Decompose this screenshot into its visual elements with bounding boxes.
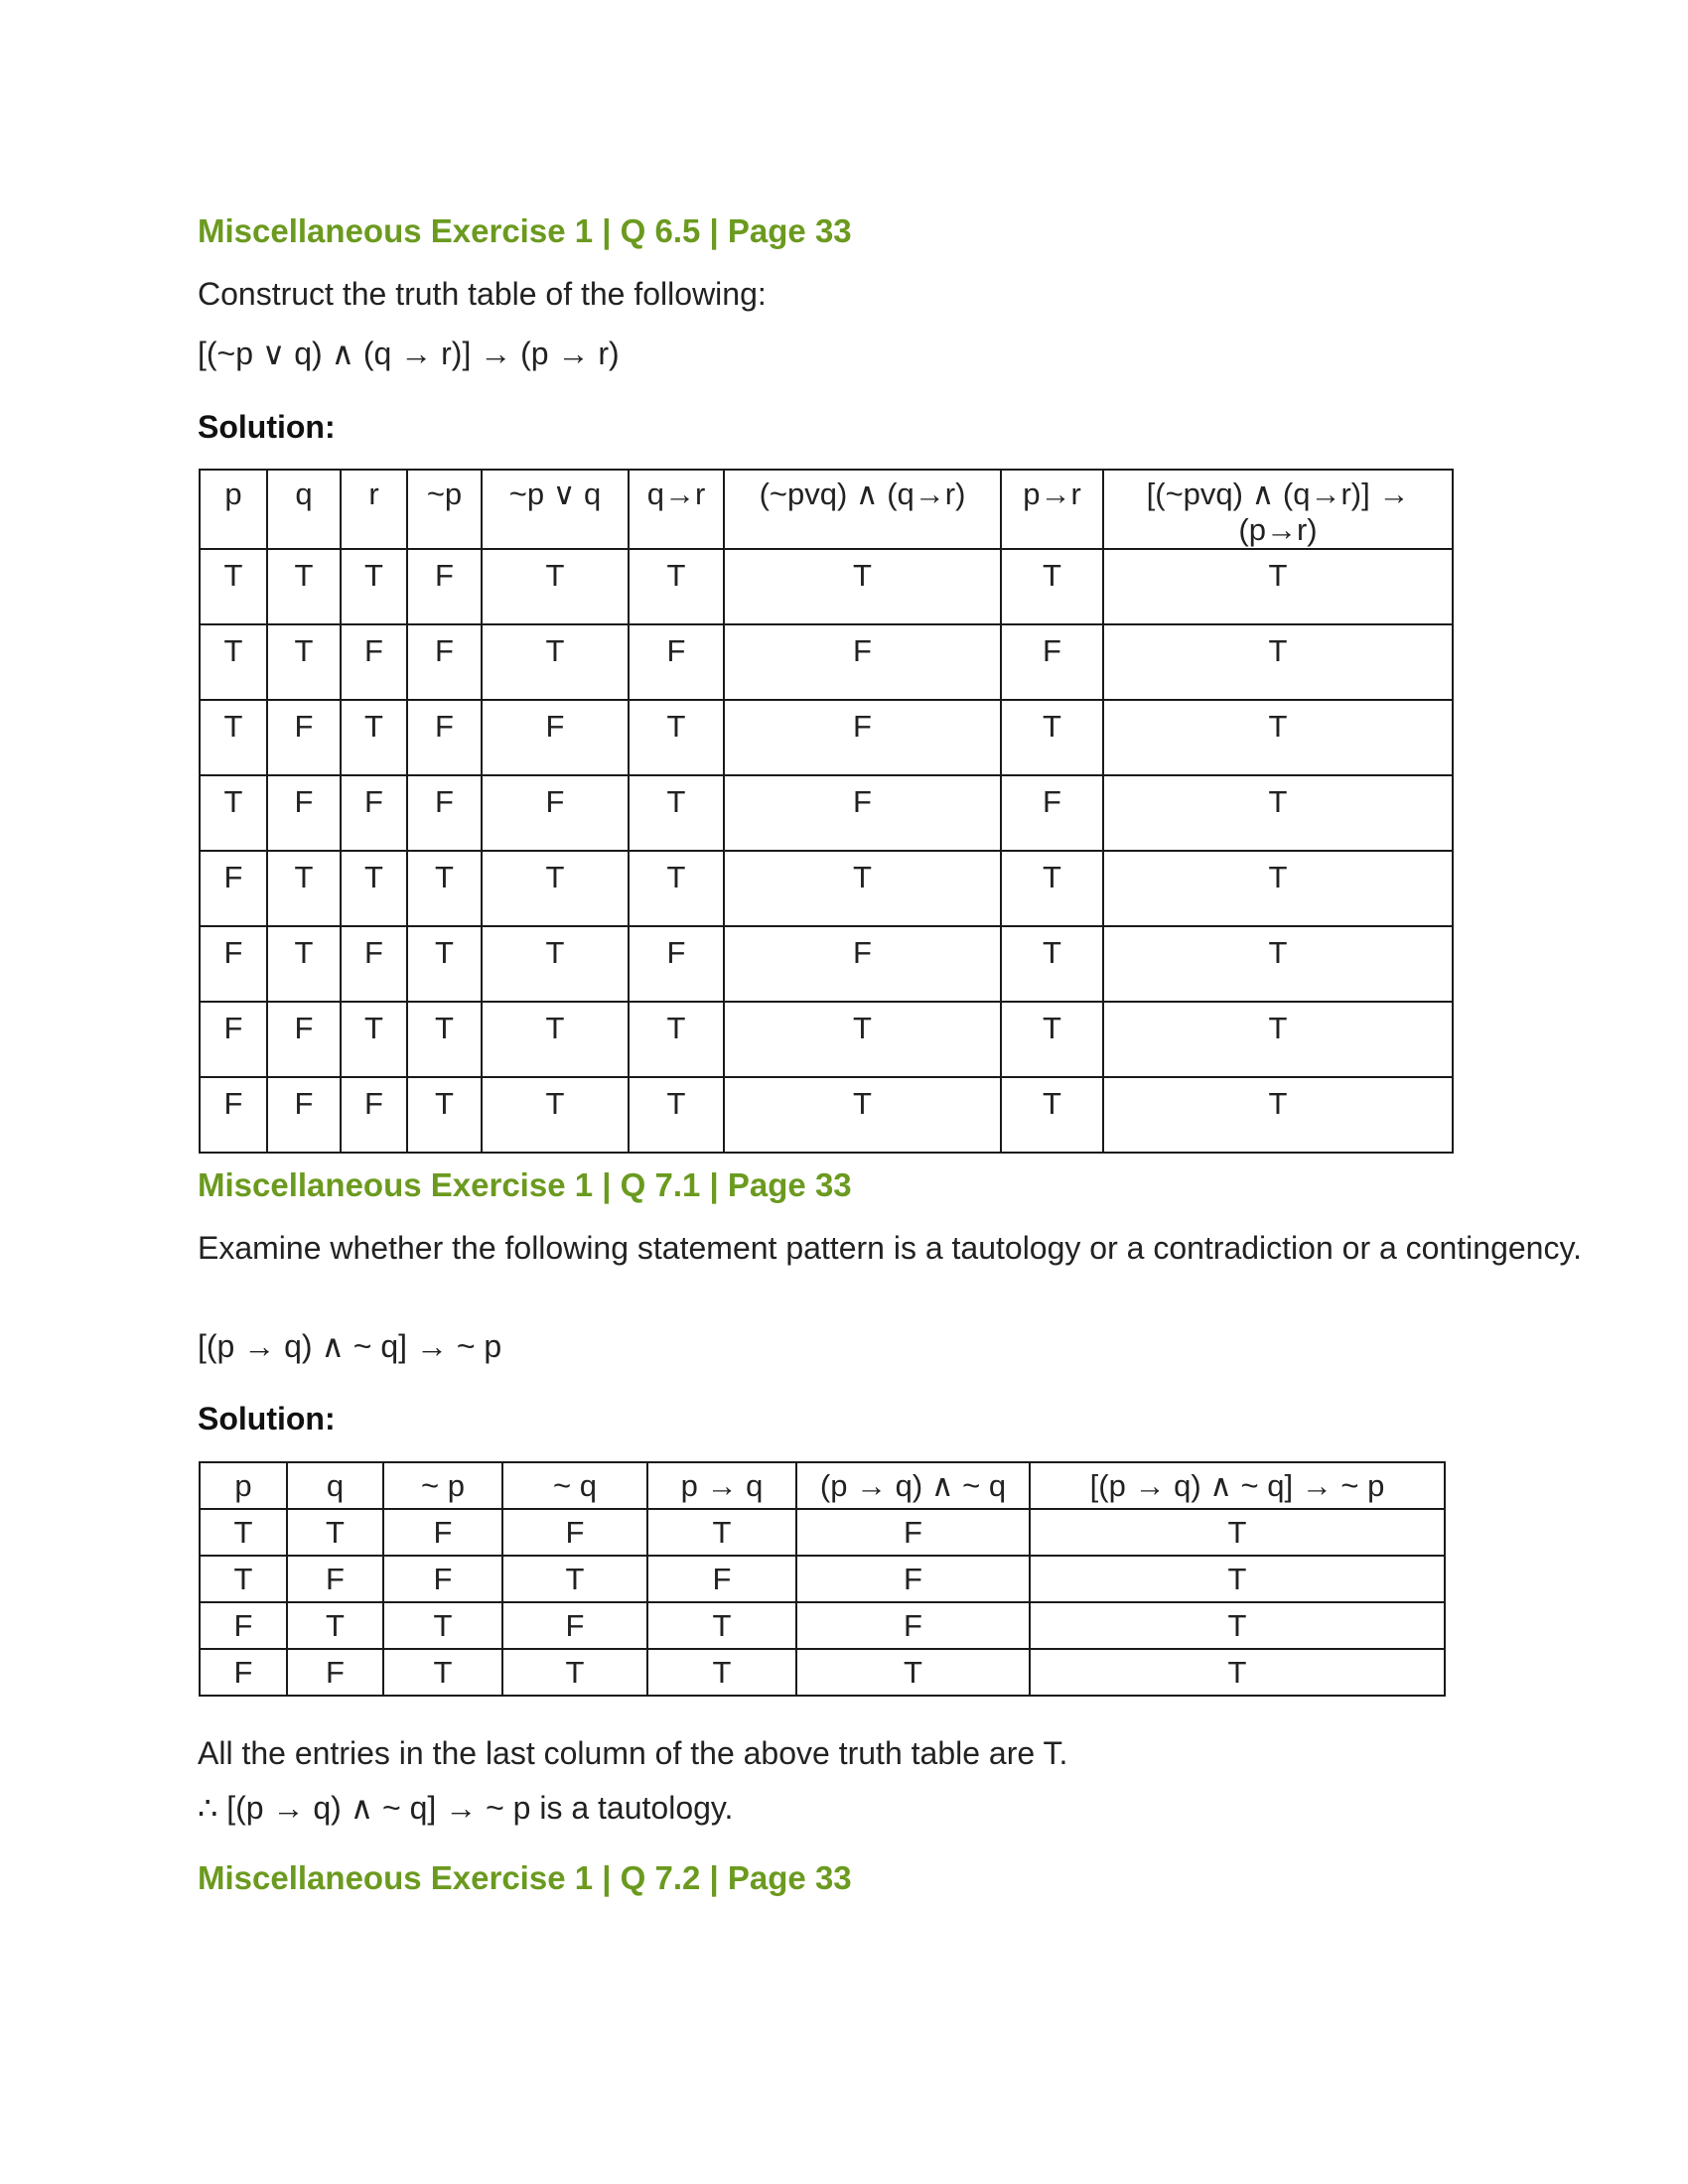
table-row [200, 1002, 1453, 1077]
column-header: p [200, 1462, 287, 1509]
table-cell: T [267, 851, 341, 926]
column-header: r [341, 470, 407, 549]
table-cell: T [1030, 1556, 1445, 1602]
table-cell: T [629, 1002, 724, 1077]
table-cell: T [1103, 851, 1453, 926]
table-cell: T [407, 1002, 482, 1077]
table-cell: T [1103, 549, 1453, 624]
column-header: p → q [647, 1462, 796, 1509]
table-cell: T [1030, 1649, 1445, 1696]
table-cell: T [407, 851, 482, 926]
table-header-row [200, 1462, 1445, 1509]
q72-heading: Miscellaneous Exercise 1 | Q 7.2 | Page 33 [198, 1859, 852, 1896]
q65-solution-label: Solution: [198, 409, 336, 445]
table-cell: F [383, 1509, 502, 1556]
column-header: ~p ∨ q [482, 470, 629, 549]
table-cell: T [1103, 624, 1453, 700]
table-cell: T [200, 1556, 287, 1602]
table-cell: T [724, 851, 1001, 926]
table-cell: T [200, 624, 267, 700]
table-cell: T [267, 624, 341, 700]
table-header-row [200, 470, 1453, 549]
table-cell: F [647, 1556, 796, 1602]
table-cell: F [200, 1649, 287, 1696]
truth-table-q65 [199, 469, 1454, 1154]
table-cell: T [1103, 1077, 1453, 1153]
table-cell: F [407, 624, 482, 700]
table-cell: T [502, 1556, 647, 1602]
table-cell: T [200, 1509, 287, 1556]
table-cell: F [482, 700, 629, 775]
table-cell: T [1103, 926, 1453, 1002]
q71-heading: Miscellaneous Exercise 1 | Q 7.1 | Page 33 [198, 1166, 852, 1203]
table-cell: F [407, 700, 482, 775]
column-header: ~ q [502, 1462, 647, 1509]
table-cell: T [796, 1649, 1030, 1696]
q65-question: Construct the truth table of the following: [198, 276, 767, 312]
table-cell: T [629, 549, 724, 624]
table-cell: T [341, 549, 407, 624]
table-cell: F [629, 624, 724, 700]
table-cell: T [724, 549, 1001, 624]
table-cell: F [200, 1077, 267, 1153]
table-cell: T [629, 1077, 724, 1153]
table-cell: T [407, 926, 482, 1002]
table-row [200, 1649, 1445, 1696]
q71-question: Examine whether the following statement pattern is a tautology or a contradiction or a contingency. [198, 1230, 1582, 1266]
table-cell: F [200, 1002, 267, 1077]
table-cell: F [796, 1509, 1030, 1556]
table-cell: T [724, 1002, 1001, 1077]
table-cell: T [1001, 1077, 1103, 1153]
column-header: [(p → q) ∧ ~ q] → ~ p [1030, 1462, 1445, 1509]
table-cell: F [796, 1556, 1030, 1602]
table-cell: T [482, 549, 629, 624]
table-cell: T [200, 700, 267, 775]
table-row [200, 926, 1453, 1002]
table-cell: T [629, 775, 724, 851]
table-cell: F [200, 926, 267, 1002]
table-row [200, 1556, 1445, 1602]
column-header: (p → q) ∧ ~ q [796, 1462, 1030, 1509]
table-cell: F [287, 1649, 383, 1696]
table-cell: T [200, 549, 267, 624]
table-cell: F [341, 926, 407, 1002]
table-cell: T [482, 1002, 629, 1077]
table-cell: T [1001, 700, 1103, 775]
table-cell: T [724, 1077, 1001, 1153]
table-cell: T [341, 851, 407, 926]
table-cell: F [341, 775, 407, 851]
table-cell: F [1001, 775, 1103, 851]
table-cell: F [502, 1509, 647, 1556]
column-header: (~pvq) ∧ (q→r) [724, 470, 1001, 549]
column-header: [(~pvq) ∧ (q→r)] → (p→r) [1103, 470, 1453, 549]
table-row [200, 1509, 1445, 1556]
table-cell: T [407, 1077, 482, 1153]
table-cell: T [383, 1649, 502, 1696]
table-cell: T [267, 549, 341, 624]
table-cell: T [383, 1602, 502, 1649]
table-row [200, 700, 1453, 775]
table-cell: T [341, 1002, 407, 1077]
table-cell: F [1001, 624, 1103, 700]
table-cell: F [341, 624, 407, 700]
table-cell: T [482, 1077, 629, 1153]
table-cell: F [267, 775, 341, 851]
column-header: ~p [407, 470, 482, 549]
table-cell: T [341, 700, 407, 775]
table-cell: F [407, 775, 482, 851]
table-cell: T [502, 1649, 647, 1696]
q71-expression: [(p → q) ∧ ~ q] → ~ p [198, 1328, 502, 1364]
table-cell: T [1001, 926, 1103, 1002]
table-cell: F [482, 775, 629, 851]
table-cell: F [267, 700, 341, 775]
table-cell: F [502, 1602, 647, 1649]
truth-table-q71 [199, 1461, 1446, 1697]
table-cell: T [1103, 775, 1453, 851]
q65-heading: Miscellaneous Exercise 1 | Q 6.5 | Page 33 [198, 212, 852, 249]
table-cell: T [1001, 1002, 1103, 1077]
table-cell: F [407, 549, 482, 624]
table-cell: T [1030, 1509, 1445, 1556]
table-cell: F [796, 1602, 1030, 1649]
table-cell: F [341, 1077, 407, 1153]
table-row [200, 1077, 1453, 1153]
table-cell: T [482, 851, 629, 926]
column-header: q→r [629, 470, 724, 549]
table-cell: T [200, 775, 267, 851]
table-cell: T [1103, 1002, 1453, 1077]
table-cell: F [200, 1602, 287, 1649]
table-cell: F [724, 926, 1001, 1002]
table-row [200, 775, 1453, 851]
table-cell: T [1001, 851, 1103, 926]
table-cell: T [629, 700, 724, 775]
table-cell: T [647, 1509, 796, 1556]
table-cell: T [287, 1509, 383, 1556]
table-cell: T [482, 624, 629, 700]
table-cell: T [629, 851, 724, 926]
table-row [200, 1602, 1445, 1649]
column-header: p→r [1001, 470, 1103, 549]
table-row [200, 851, 1453, 926]
table-cell: T [1030, 1602, 1445, 1649]
table-cell: T [482, 926, 629, 1002]
table-row [200, 624, 1453, 700]
table-cell: T [267, 926, 341, 1002]
q71-conclusion-2: ∴ [(p → q) ∧ ~ q] → ~ p is a tautology. [198, 1790, 734, 1826]
table-cell: F [267, 1002, 341, 1077]
column-header: p [200, 470, 267, 549]
table-cell: T [647, 1649, 796, 1696]
column-header: ~ p [383, 1462, 502, 1509]
q71-conclusion-1: All the entries in the last column of the above truth table are T. [198, 1735, 1068, 1771]
table-cell: T [1103, 700, 1453, 775]
table-cell: F [629, 926, 724, 1002]
table-cell: F [724, 775, 1001, 851]
column-header: q [287, 1462, 383, 1509]
table-cell: F [724, 624, 1001, 700]
table-cell: T [1001, 549, 1103, 624]
table-cell: T [287, 1602, 383, 1649]
table-cell: F [383, 1556, 502, 1602]
table-row [200, 549, 1453, 624]
table-cell: T [647, 1602, 796, 1649]
q65-expression: [(~p ∨ q) ∧ (q → r)] → (p → r) [198, 336, 620, 371]
table-cell: F [287, 1556, 383, 1602]
table-cell: F [267, 1077, 341, 1153]
table-cell: F [200, 851, 267, 926]
table-cell: F [724, 700, 1001, 775]
column-header: q [267, 470, 341, 549]
q71-solution-label: Solution: [198, 1401, 336, 1436]
